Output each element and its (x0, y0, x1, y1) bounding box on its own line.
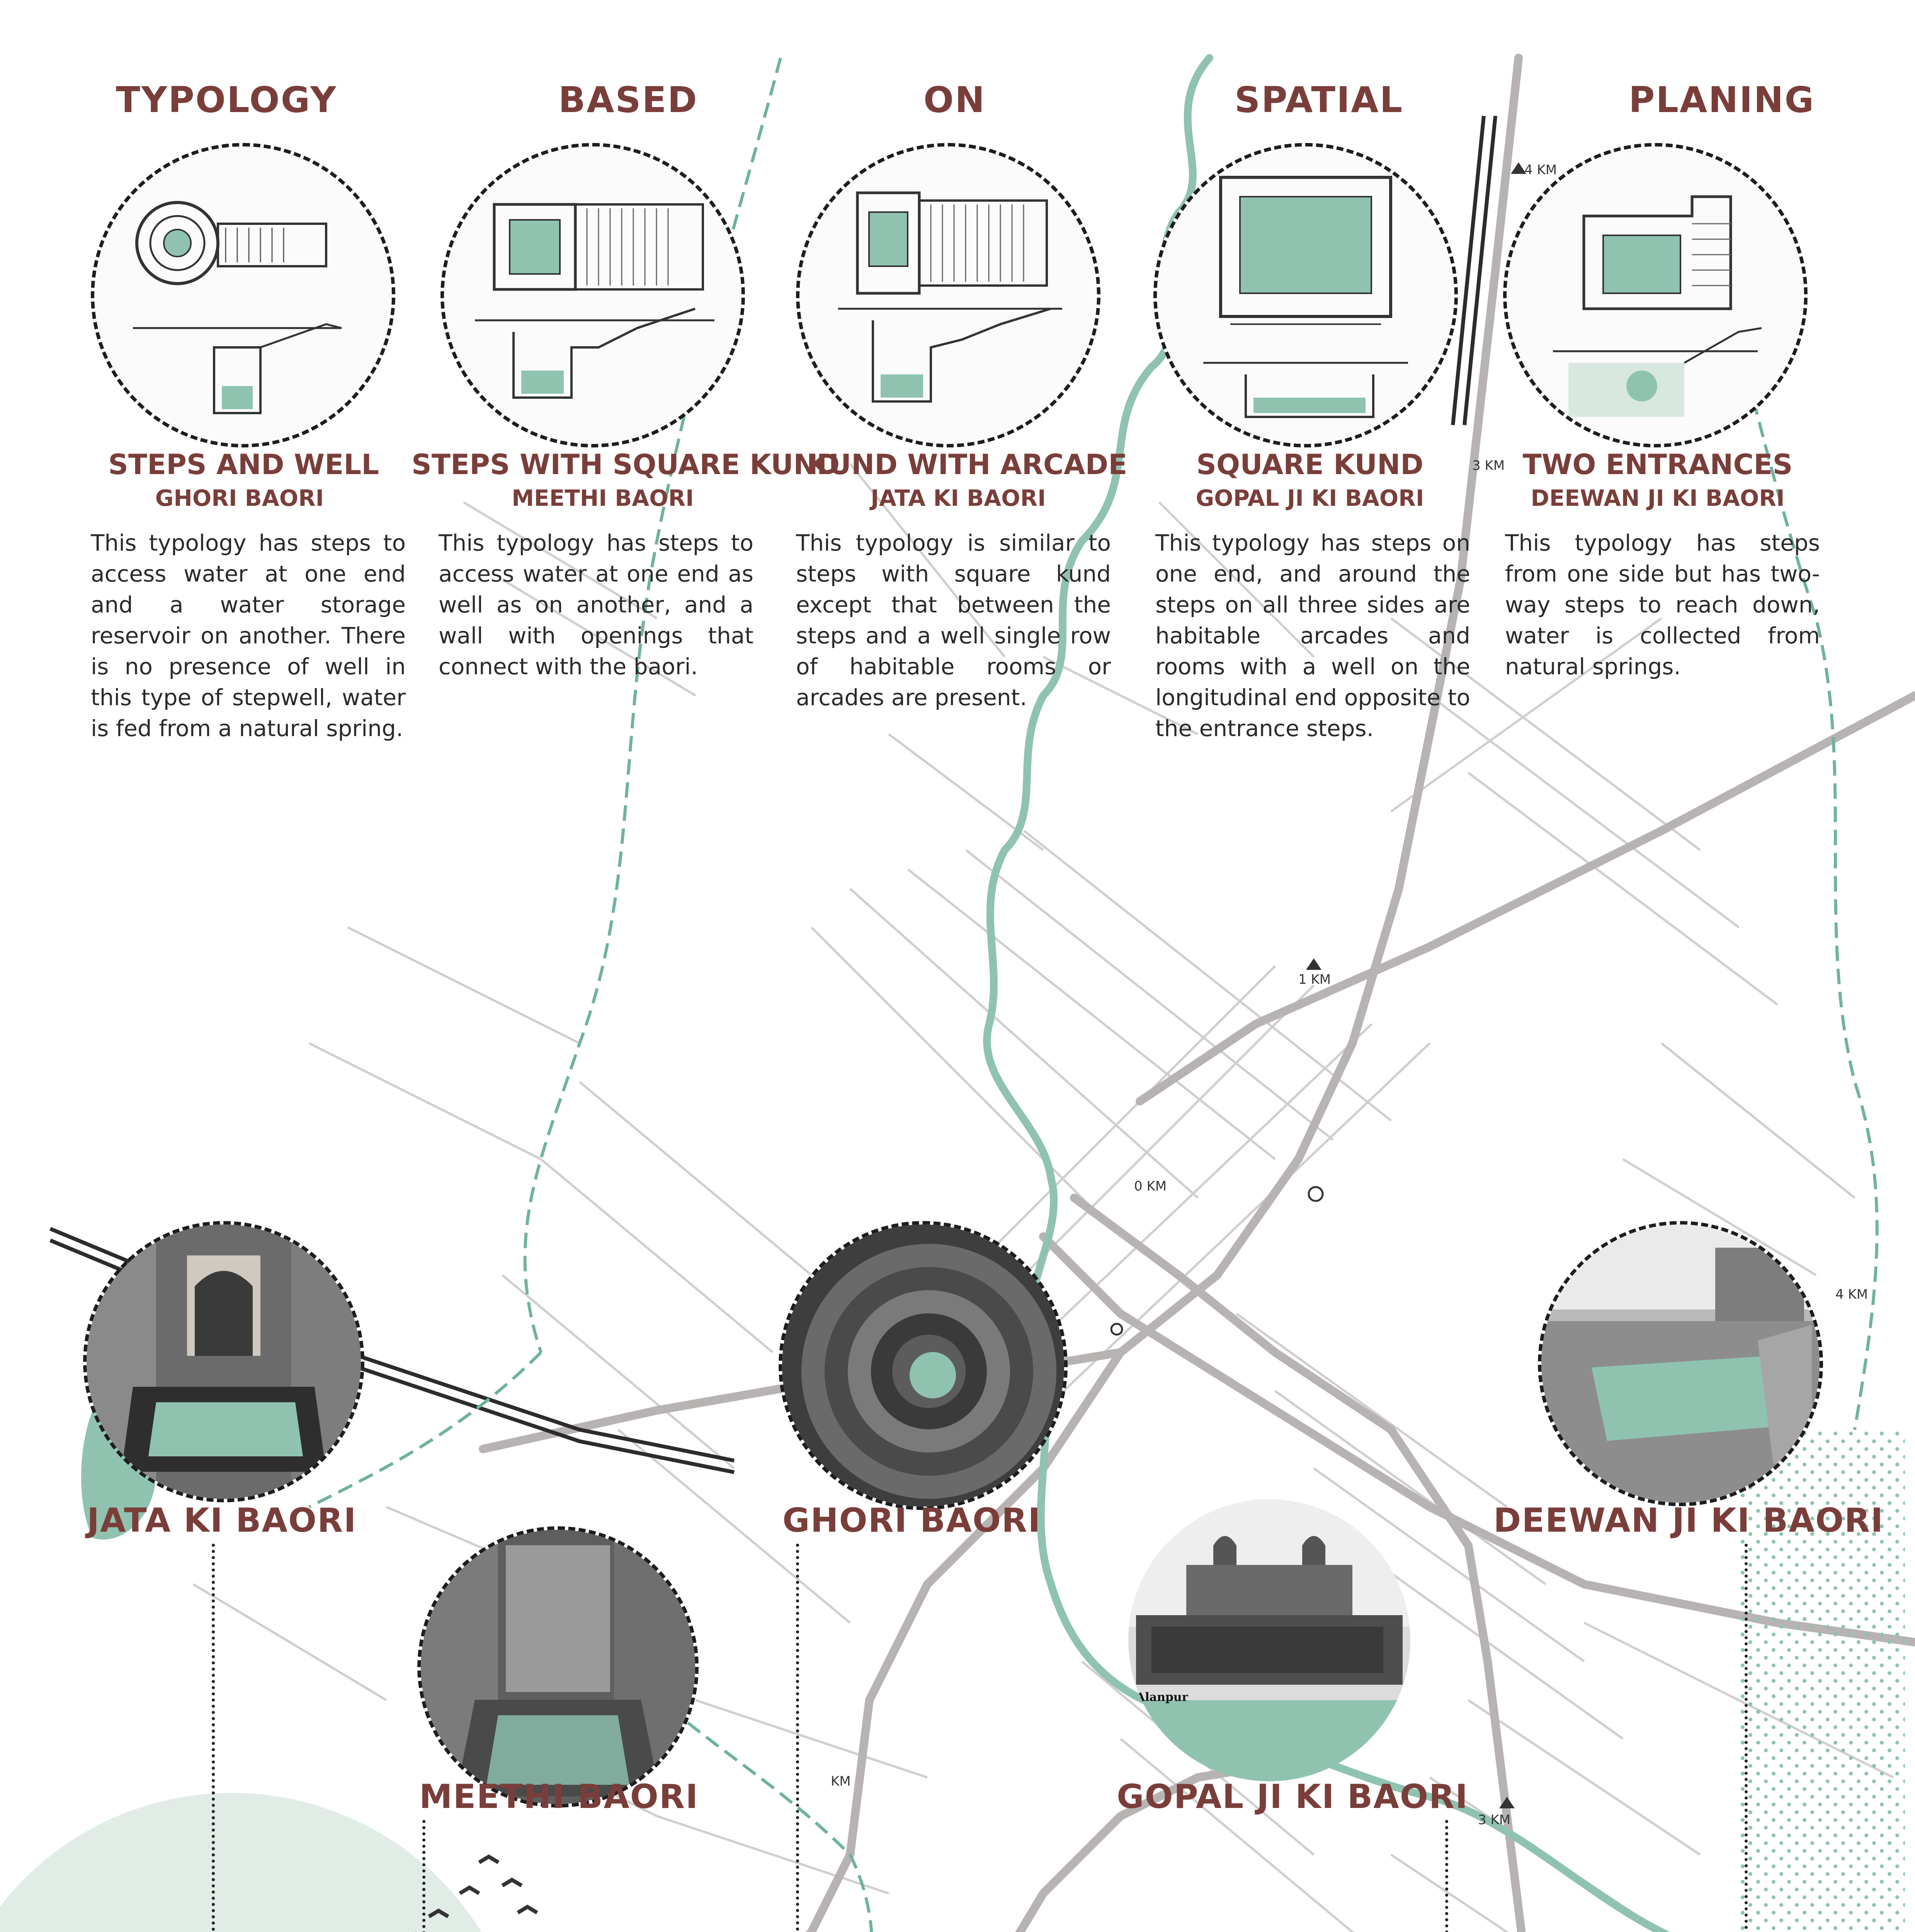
typology-title: STEPS WITH SQUARE KUND (412, 448, 840, 481)
typology-description: This typology has steps from one side but has two-way steps to reach down, water is collected from natural springs. (1505, 530, 1820, 680)
photo-caption: Alanpur (1136, 1690, 1188, 1704)
header-word: PLANING (1629, 79, 1815, 121)
meethi-baori-label: MEETHI BAORI (419, 1777, 699, 1816)
header-word: ON (923, 79, 986, 121)
km-marker: 1 KM (1298, 972, 1331, 987)
header-word: SPATIAL (1235, 79, 1404, 121)
typology-example: DEEWAN JI KI BAORI (1531, 485, 1785, 511)
leader-line (1745, 1544, 1748, 1932)
km-marker: 3 KM (1472, 458, 1505, 473)
typology-sketch-3 (796, 143, 1100, 447)
gopal-ji-ki-baori-photo (1128, 1499, 1410, 1781)
km-marker: 4 KM (1524, 162, 1557, 178)
meethi-baori-photo (417, 1526, 699, 1808)
km-marker: KM (831, 1774, 851, 1789)
typology-example: MEETHI BAORI (512, 485, 694, 511)
km-marker: 0 KM (1134, 1179, 1167, 1194)
leader-line (796, 1544, 799, 1932)
header-word: TYPOLOGY (116, 79, 337, 121)
header-word: BASED (558, 79, 698, 121)
typology-example: GOPAL JI KI BAORI (1196, 485, 1424, 511)
leader-line (422, 1820, 425, 1932)
km-marker: 4 KM (1835, 1287, 1868, 1302)
jata-ki-baori-label: JATA KI BAORI (87, 1501, 357, 1540)
leader-line (1445, 1820, 1448, 1932)
typology-example: JATA KI BAORI (871, 485, 1046, 511)
leader-line (212, 1544, 215, 1932)
typology-description: This typology has steps to access water at one end as well as on another, and a wall with openings that connect with the baori. (439, 530, 753, 680)
typology-sketch-2 (440, 143, 745, 447)
gopal-ji-ki-baori-label: GOPAL JI KI BAORI (1117, 1777, 1469, 1816)
typology-description: This typology is similar to steps with square kund except that between the steps and a well single row of habitable rooms or arcades are present. (796, 530, 1111, 711)
typology-sketch-1 (91, 143, 395, 447)
ghori-baori-label: GHORI BAORI (782, 1501, 1041, 1540)
typology-title: KUND WITH ARCADE (808, 448, 1128, 481)
typology-title: STEPS AND WELL (108, 448, 379, 481)
typology-description: This typology has steps to access water at one end and a water storage reservoir on another. There is no presence of well in this type of stepwell, water is fed from a natural spring. (91, 530, 406, 742)
typology-example: GHORI BAORI (155, 485, 324, 511)
deewan-ji-ki-baori-label: DEEWAN JI KI BAORI (1493, 1501, 1884, 1540)
jata-ki-baori-photo (83, 1221, 364, 1502)
typology-title: SQUARE KUND (1196, 448, 1423, 481)
typology-title: TWO ENTRANCES (1522, 448, 1793, 481)
typology-sketch-4 (1153, 143, 1458, 447)
deewan-ji-ki-baori-photo (1538, 1221, 1823, 1506)
ghori-baori-photo (779, 1221, 1068, 1510)
typology-description: This typology has steps on one end, and around the steps on all three sides are habitable arcades and rooms with a well on the longitudinal end opposite to the entrance steps. (1155, 530, 1470, 742)
km-marker: 3 KM (1478, 1812, 1511, 1828)
typology-sketch-5 (1503, 143, 1808, 447)
